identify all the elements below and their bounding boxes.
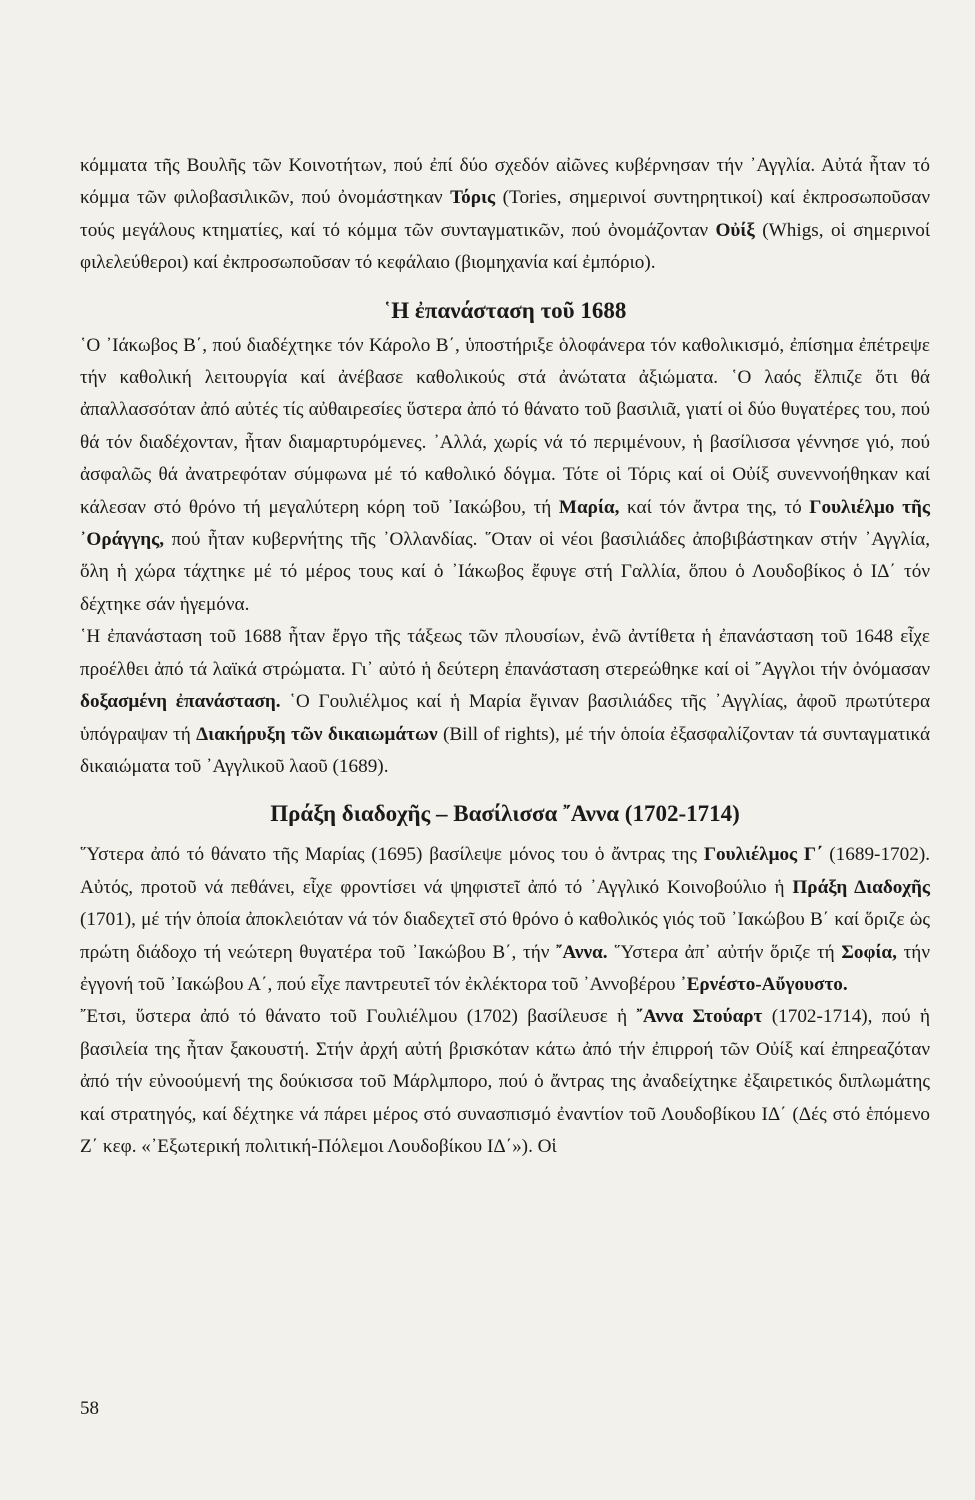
text-run: καί τόν ἄντρα της, τό	[619, 496, 810, 518]
bold-term-anne-stuart: ῎Αννα Στούαρτ	[636, 1006, 763, 1028]
bold-term-tories: Τόρις	[450, 187, 496, 209]
section-heading-revolution-1688: ῾Η ἐπανάσταση τοῦ 1688	[383, 297, 627, 323]
section-heading-act-of-settlement: Πράξη διαδοχῆς – Βασίλισσα ῎Αννα (1702-1714)	[270, 801, 740, 827]
bold-term-william-iii: Γουλιέλμος Γ΄	[703, 844, 823, 866]
text-run: (1701), μέ τήν ὁποία ἀποκλειόταν νά τόν διαδεχτεῖ στό θρόνο ὁ καθολικός γιός τοῦ ᾿Ιακώβου Β΄ καί ὅριζε ὡς πρώτη διάδοχο τή νεώτερη θυγατέρα τοῦ ᾿Ιακώβου Β΄, τήν	[80, 909, 930, 963]
bold-term-sophia: Σοφία,	[841, 941, 897, 963]
text-run: ῾Ο ᾿Ιάκωβος Β΄, πού διαδέχτηκε τόν Κάρολο Β΄, ὑποστήριξε ὁλοφάνερα τόν καθολικισμό, ἐπίσημα ἐπέτρεψε τήν καθολική λειτουργία καί ἀνέβασε καθολικούς στά ἀνώτατα ἀξιώματα. ῾Ο λαός ἔλπιζε ὅτι θά ἀπαλλασσόταν ἀπό αὐτές τίς αὐθαιρεσίες ὕστερα ἀπό τό θάνατο τοῦ βασιλιᾶ, γιατί οἱ δύο θυγατέρες του, πού θά τόν διαδέχονταν, ἦταν διαμαρτυρόμενες. ᾿Αλλά, χωρίς νά τό περιμένουν, ἡ βασίλισσα γέννησε γιό, πού ἀσφαλῶς θά ἀνατρεφόταν σύμφωνα μέ τό καθολικό δόγμα. Τότε οἱ Τόρις καί οἱ Οὐίξ συνεννοήθηκαν καί κάλεσαν στό θρόνο τή μεγαλύτερη κόρη τοῦ ᾿Ιακώβου, τή	[80, 334, 930, 518]
bold-term-anna: ῎Αννα.	[556, 941, 608, 963]
text-run: (Bill of rights), μέ τήν ὁποία ἐξασφαλίζονταν τά συνταγματικά δικαιώματα τοῦ ᾿Αγγλικοῦ λαοῦ (1689).	[80, 723, 931, 777]
paragraph-act-of-settlement	[80, 839, 930, 1001]
text-run: πού ἦταν κυβερνήτης τῆς ᾿Ολλανδίας. ῞Οταν οἱ νέοι βασιλιάδες ἀποβιβάστηκαν στήν ᾿Αγγλία, ὅλη ἡ χώρα τάχτηκε μέ τό μέρος τους καί ὁ ᾿Ιάκωβος ἔφυγε στή Γαλλία, ὅπου ὁ Λουδοβίκος ὁ ΙΔ΄ τόν δέχτηκε σάν ἡγεμόνα.	[80, 529, 930, 615]
text-run: ῞Υστερα ἀπό τό θάνατο τῆς Μαρίας (1695) βασίλεψε μόνος του ὁ ἄντρας της	[80, 844, 704, 866]
paragraph-queen-anne	[80, 1001, 930, 1163]
text-run: ῞Υστερα ἀπ᾿ αὐτήν ὅριζε τή	[607, 941, 842, 963]
paragraph-glorious-revolution	[80, 621, 930, 783]
text-run: (Whigs, οἱ σημερινοί φιλελεύθεροι) καί ἐκπροσωποῦσαν τό κεφάλαιο (βιομηχανία καί ἐμπόριο).	[80, 219, 930, 274]
text-run: (1689-1702). Αὐτός, προτοῦ νά πεθάνει, εἶχε φροντίσει νά ψηφιστεῖ ἀπό τό ᾿Αγγλικό Κοινοβούλιο ἡ	[80, 844, 931, 898]
bold-term-act-of-settlement: Πράξη Διαδοχῆς	[792, 876, 930, 898]
page-body	[80, 150, 930, 1163]
text-run: κόμματα τῆς Βουλῆς τῶν Κοινοτήτων, πού ἐπί δύο σχεδόν αἰῶνες κυβέρνησαν τήν ᾿Αγγλία. Αὐτά ἦταν τό κόμμα τῶν φιλοβασιλικῶν, πού ὀνομάστηκαν	[80, 155, 930, 209]
text-run: (Tories, σημερινοί συντηρητικοί) καί ἐκπροσωποῦσαν τούς μεγάλους κτηματίες, καί τό κόμμα τῶν συνταγματικῶν, πού ὀνομάζονταν	[80, 187, 930, 241]
bold-term-whigs: Οὐίξ	[715, 219, 755, 241]
bold-term-ernest-augustus: ᾿Ερνέστο-Αὔγουστο.	[680, 973, 848, 995]
bold-term-william-orange: Γουλιέλμο τῆς ᾿Οράγγης,	[80, 496, 930, 551]
paragraph-parties	[80, 150, 930, 280]
paragraph-james-ii	[80, 330, 930, 622]
text-run: ῎Ετσι, ὕστερα ἀπό τό θάνατο τοῦ Γουλιέλμου (1702) βασίλευσε ἡ	[80, 1006, 637, 1028]
bold-term-glorious-revolution: δοξασμένη ἐπανάσταση.	[80, 691, 281, 713]
bold-term-bill-of-rights: Διακήρυξη τῶν δικαιωμάτων	[196, 723, 438, 745]
text-run: τήν ἐγγονή τοῦ ᾿Ιακώβου Α΄, πού εἶχε παντρευτεῖ τόν ἐκλέκτορα τοῦ ᾿Αννοβέρου	[80, 941, 930, 995]
text-run: (1702-1714), πού ἡ βασιλεία της ἦταν ξακουστή. Στήν ἀρχή αὐτή βρισκόταν κάτω ἀπό τήν ἐπιρροή τῶν Οὐίξ καί ἐπηρεαζόταν ἀπό τήν εὐνοούμενή της δούκισσα τοῦ Μάρλμπορο, πού ὁ ἄντρας της ἀναδείχτηκε ἐξαιρετικός διπλωμάτης καί στρατηγός, καί δέχτηκε νά πάρει μέρος στό συνασπισμό ἐναντίον τοῦ Λουδοβίκου ΙΔ΄ (Δές στό ἑπόμενο Ζ΄ κεφ. «᾿Εξωτερική πολιτική-Πόλεμοι Λουδοβίκου ΙΔ΄»). Οἱ	[80, 1006, 930, 1157]
text-run: ῾Ο Γουλιέλμος καί ἡ Μαρία ἔγιναν βασιλιάδες τῆς ᾿Αγγλίας, ἀφοῦ πρωτύτερα ὑπόγραψαν τή	[80, 691, 930, 745]
bold-term-maria: Μαρία,	[558, 496, 620, 518]
text-run: ῾Η ἐπανάσταση τοῦ 1688 ἦταν ἔργο τῆς τάξεως τῶν πλουσίων, ἐνῶ ἀντίθετα ἡ ἐπανάσταση τοῦ 1648 εἶχε προέλθει ἀπό τά λαϊκά στρώματα. Γι᾿ αὐτό ἡ δεύτερη ἐπανάσταση στερεώθηκε καί οἱ ῎Αγγλοι τήν ὀνόμασαν	[80, 626, 930, 680]
page-number: 58	[80, 1398, 99, 1419]
